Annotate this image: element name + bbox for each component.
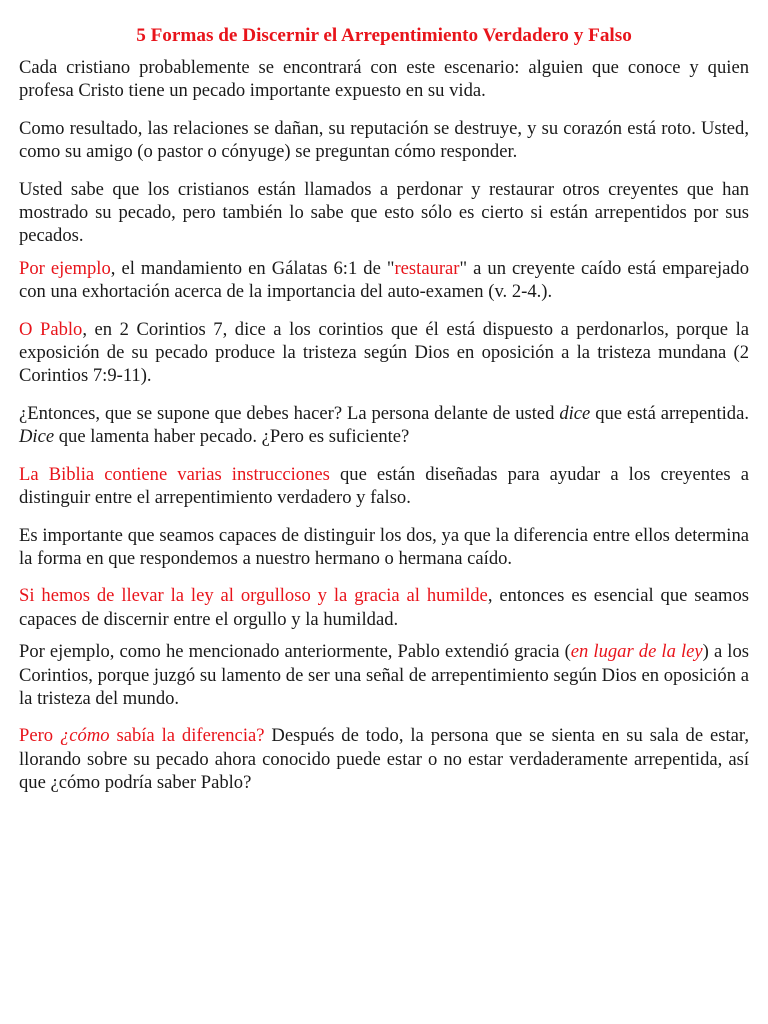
paragraph-10-text-a: Por ejemplo, como he mencionado anteriormente, Pablo extendió gracia ( [19,641,571,663]
paragraph-9 [19,584,749,631]
paragraph-3: Usted sabe que los cristianos están llamados a perdonar y restaurar otros creyentes que han mostrado su pecado, pero también lo sabe que esto sólo es cierto si están arrepentidos por sus pecados. [19,178,749,247]
paragraph-6-text-a: ¿Entonces, que se supone que debes hacer? La persona delante de usted [19,402,560,424]
paragraph-11-text: Después de todo, la persona que se sienta en su sala de estar, llorando sobre su pecado ahora conocido puede estar o no estar verdaderamente arrepentida, así que ¿cómo podría saber Pablo? [19,725,749,794]
paragraph-6 [19,402,749,449]
paragraph-4-text-b: " a un creyente caído está emparejado con una exhortación acerca de la importancia del auto-examen (v. 2-4.). [19,257,750,303]
emphasis-dice: dice [559,402,591,424]
paragraph-10-text-b: ) a los Corintios, porque juzgó su lamento de ser una señal de arrepentimiento según Dios en oposición a la tristeza del mundo. [19,641,749,709]
paragraph-8: Es importante que seamos capaces de distinguir los dos, ya que la diferencia entre ellos determina la forma en que respondemos a nuestro hermano o hermana caído. [19,524,749,569]
paragraph-6-text-b: que está arrepentida. [590,402,749,424]
paragraph-6-text-c: que lamenta haber pecado. ¿Pero es suficiente? [54,426,410,448]
link-como-sabia-part-a: Pero [19,725,60,747]
paragraph-7-text: que están diseñadas para ayudar a los creyentes a distinguir entre el arrepentimiento verdadero y falso. [19,463,749,509]
paragraph-2: Como resultado, las relaciones se dañan, su reputación se destruye, y su corazón está roto. Usted, como su amigo (o pastor o cónyuge) se preguntan cómo responder. [19,117,749,163]
link-por-ejemplo[interactable]: Por ejemplo [19,257,111,279]
document-page [19,24,749,795]
link-ley-gracia[interactable]: Si hemos de llevar la ley al orgulloso y la gracia al humilde [19,585,488,607]
paragraph-4 [19,257,749,304]
link-como-sabia[interactable] [19,725,265,746]
paragraph-1: Cada cristiano probablemente se encontrará con este escenario: alguien que conoce y quien profesa Cristo tiene un pecado importante expuesto en su vida. [19,57,749,102]
link-o-pablo[interactable]: O Pablo [19,318,83,340]
link-biblia-instrucciones[interactable]: La Biblia contiene varias instrucciones [19,463,330,485]
link-en-lugar-de-la-ley[interactable]: en lugar de la ley [570,641,703,663]
emphasis-dice-2: Dice [19,426,55,448]
paragraph-9-text: , entonces es esencial que seamos capaces de discernir entre el orgullo y la humildad. [19,585,750,630]
link-como-sabia-emphasis: ¿cómo [60,725,110,747]
document-title: 5 Formas de Discernir el Arrepentimiento Verdadero y Falso [136,25,632,46]
paragraph-11 [19,724,749,794]
paragraph-10 [19,640,749,710]
paragraph-5-text: , en 2 Corintios 7, dice a los corintios que él está dispuesto a perdonarlos, porque la exposición de su pecado produce la tristeza según Dios en oposición a la tristeza mundana (2 Corintios 7:9-11). [19,318,749,387]
paragraph-4-text-a: , el mandamiento en Gálatas 6:1 de " [110,257,395,279]
link-como-sabia-part-c: sabía la diferencia? [109,725,265,747]
paragraph-5 [19,318,749,388]
paragraph-7 [19,463,749,510]
link-restaurar[interactable]: restaurar [394,257,460,279]
